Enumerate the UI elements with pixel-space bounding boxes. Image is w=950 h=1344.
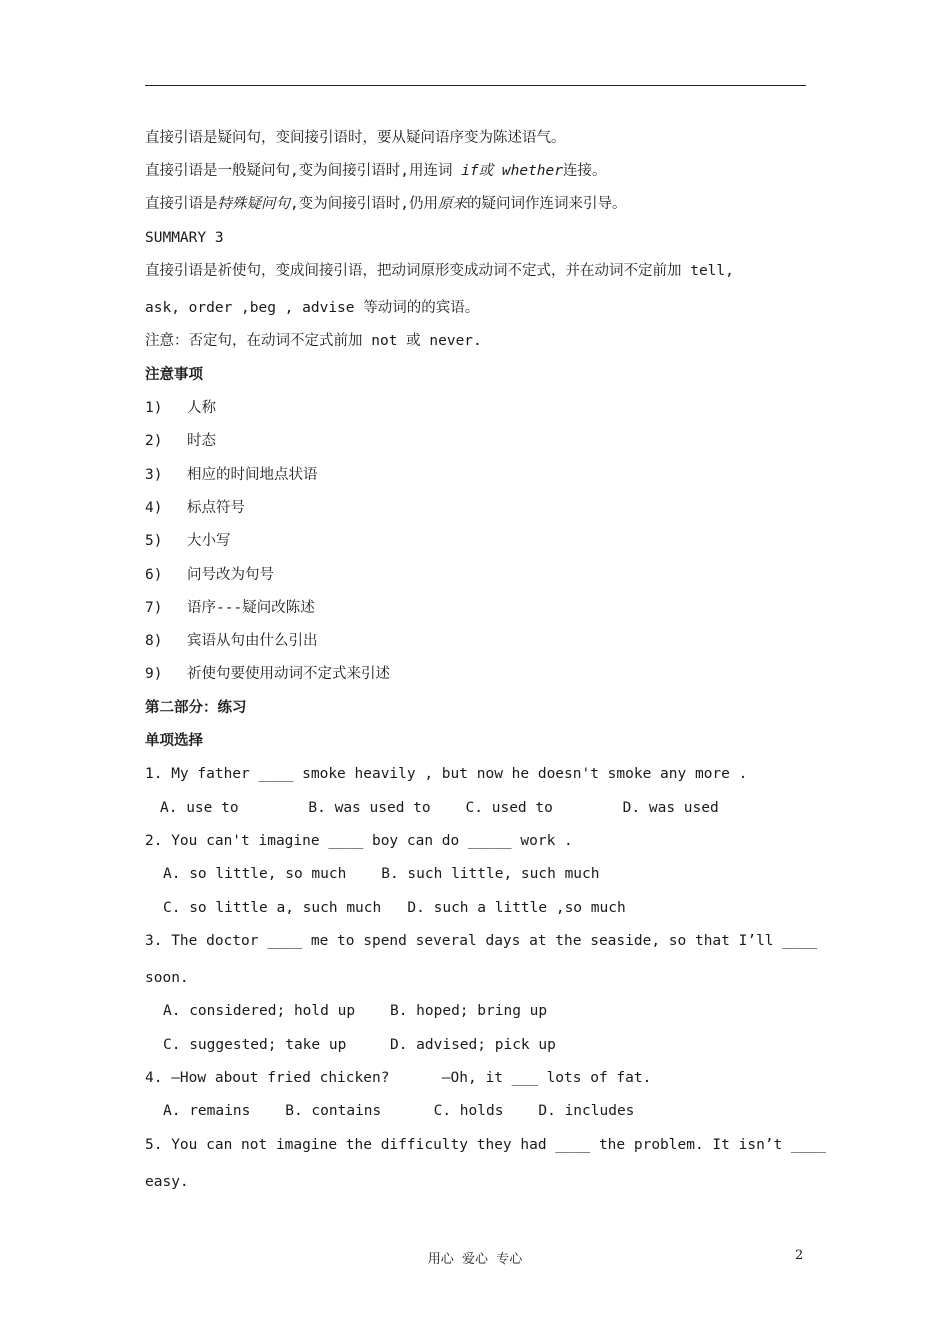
- italic-run: 原来: [437, 196, 467, 212]
- intro-line-3: [145, 194, 626, 214]
- part2-subheading: 单项选择: [145, 733, 203, 749]
- italic-run: 特殊疑问句: [217, 196, 290, 212]
- note-text: 语序---疑问改陈述: [187, 600, 315, 616]
- summary-heading: SUMMARY 3: [145, 230, 224, 246]
- note-text: 人称: [187, 400, 216, 416]
- note-number: 1): [145, 400, 163, 416]
- note-item: [145, 565, 274, 585]
- question-2: 2. You can't imagine ____ boy can do _____ work .: [145, 833, 573, 849]
- question-5-continued: easy.: [145, 1174, 189, 1190]
- question-4: 4. —How about fried chicken? —Oh, it ___ lots of fat.: [145, 1070, 652, 1086]
- note-text: 相应的时间地点状语: [187, 467, 318, 483]
- question-1: 1. My father ____ smoke heavily , but now he doesn't smoke any more .: [145, 766, 748, 782]
- question-3-options: C. suggested; take up D. advised; pick up: [163, 1037, 556, 1053]
- question-3-continued: soon.: [145, 970, 189, 986]
- intro-line-2: [145, 161, 607, 181]
- note-item: [145, 498, 245, 518]
- note-number: 6): [145, 567, 163, 583]
- note-number: 3): [145, 467, 163, 483]
- note-number: 5): [145, 533, 163, 549]
- page-number: 2: [795, 1248, 804, 1263]
- text-run: 直接引语是: [145, 196, 218, 212]
- notes-heading: 注意事项: [145, 367, 203, 383]
- question-3-options: A. considered; hold up B. hoped; bring up: [163, 1003, 548, 1019]
- note-number: 2): [145, 433, 163, 449]
- note-text: 时态: [187, 433, 216, 449]
- note-item: [145, 531, 231, 551]
- summary-note: 注意：否定句，在动词不定式前加 not 或 never.: [145, 333, 482, 349]
- question-5: 5. You can not imagine the difficulty they had ____ the problem. It isn’t ____: [145, 1137, 826, 1153]
- question-4-options: A. remains B. contains C. holds D. includes: [163, 1103, 635, 1119]
- note-text: 大小写: [187, 533, 231, 549]
- note-text: 标点符号: [187, 500, 245, 516]
- question-2-options: A. so little, so much B. such little, such much: [163, 866, 600, 882]
- header-rule: [145, 85, 806, 86]
- note-number: 4): [145, 500, 163, 516]
- note-number: 9): [145, 666, 163, 682]
- summary-line-2: ask, order ,beg , advise 等动词的的宾语。: [145, 300, 480, 316]
- note-item: [145, 431, 216, 451]
- note-item: [145, 398, 216, 418]
- note-text: 祈使句要使用动词不定式来引述: [187, 666, 390, 682]
- summary-line-1: 直接引语是祈使句，变成间接引语，把动词原形变成动词不定式，并在动词不定前加 tell,: [145, 263, 734, 279]
- text-run: 的疑问词作连词来引导。: [466, 196, 627, 212]
- note-item: [145, 664, 390, 684]
- note-text: 问号改为句号: [187, 567, 274, 583]
- italic-run: if或 whether: [461, 163, 563, 179]
- text-run: 直接引语是一般疑问句,变为间接引语时,用连词: [145, 163, 462, 179]
- text-run: 连接。: [563, 163, 607, 179]
- intro-line-1: 直接引语是疑问句，变间接引语时，要从疑问语序变为陈述语气。: [145, 130, 566, 146]
- note-item: [145, 598, 315, 618]
- note-item: [145, 465, 318, 485]
- note-number: 8): [145, 633, 163, 649]
- question-3: 3. The doctor ____ me to spend several days at the seaside, so that I’ll ____: [145, 933, 818, 949]
- note-item: [145, 631, 318, 651]
- note-number: 7): [145, 600, 163, 616]
- question-1-options: A. use to B. was used to C. used to D. was used: [160, 800, 719, 816]
- text-run: ,变为间接引语时,仍用: [290, 196, 438, 212]
- page-footer: 用心 爱心 专心: [427, 1252, 523, 1267]
- question-2-options: C. so little a, such much D. such a little ,so much: [163, 900, 626, 916]
- part2-heading: 第二部分：练习: [145, 700, 247, 716]
- note-text: 宾语从句由什么引出: [187, 633, 318, 649]
